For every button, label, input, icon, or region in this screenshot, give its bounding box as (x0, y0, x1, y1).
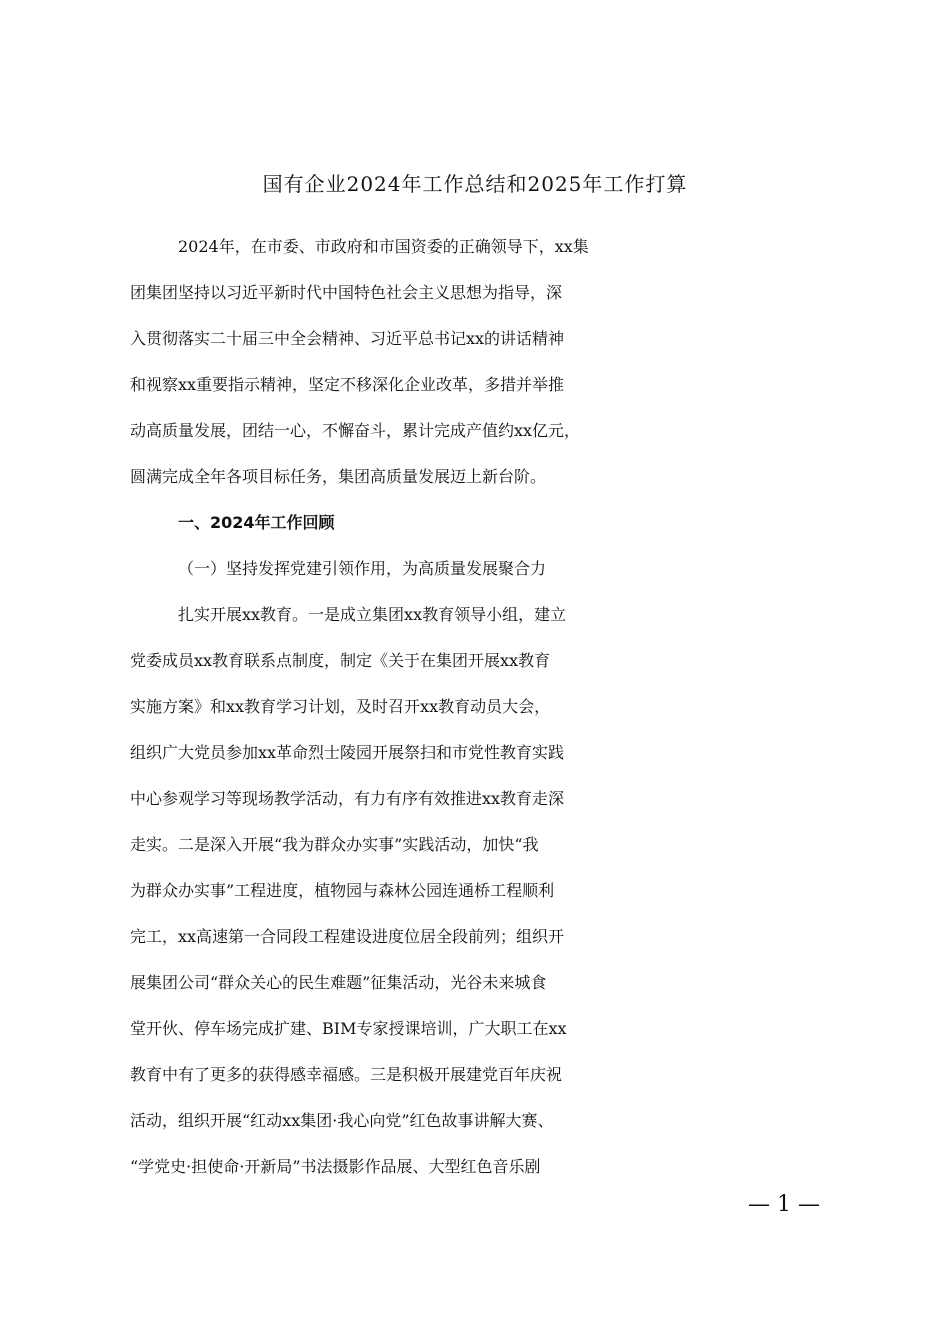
body-line: 教育中有了更多的获得感幸福感。三是积极开展建党百年庆祝 (130, 1065, 563, 1084)
body-line: 完工，xx高速第一合同段工程建设进度位居全段前列；组织开 (130, 927, 565, 946)
body-line: 堂开伙、停车场完成扩建、BIM专家授课培训，广大职工在xx (130, 1019, 567, 1038)
intro-line: 2024年，在市委、市政府和市国资委的正确领导下，xx集 (178, 237, 589, 256)
body-line: 展集团公司“群众关心的民生难题”征集活动，光谷未来城食 (130, 973, 547, 992)
body-line: 中心参观学习等现场教学活动，有力有序有效推进xx教育走深 (130, 789, 565, 808)
body-line: 为群众办实事”工程进度，植物园与森林公园连通桥工程顺利 (130, 881, 555, 900)
intro-line: 动高质量发展，团结一心，不懈奋斗，累计完成产值约xx亿元， (130, 421, 581, 440)
body-line: 党委成员xx教育联系点制度，制定《关于在集团开展xx教育 (130, 651, 551, 670)
section-heading: 一、2024年工作回顾 (178, 513, 335, 532)
subsection-heading: （一）坚持发挥党建引领作用，为高质量发展聚合力 (178, 559, 547, 578)
intro-line: 入贯彻落实二十届三中全会精神、习近平总书记xx的讲话精神 (130, 329, 565, 348)
page-number: — 1 — (748, 1192, 820, 1217)
body-line: 活动，组织开展“红动xx集团·我心向党”红色故事讲解大赛、 (130, 1111, 554, 1130)
body-line: 组织广大党员参加xx革命烈士陵园开展祭扫和市党性教育实践 (130, 743, 565, 762)
intro-line: 圆满完成全年各项目标任务，集团高质量发展迈上新台阶。 (130, 467, 547, 486)
body-line: 实施方案》和xx教育学习计划，及时召开xx教育动员大会， (130, 697, 551, 716)
body-line: “学党史·担使命·开新局”书法摄影作品展、大型红色音乐剧 (130, 1157, 541, 1176)
body-line: 走实。二是深入开展“我为群众办实事”实践活动，加快“我 (130, 835, 539, 854)
body-line: 扎实开展xx教育。一是成立集团xx教育领导小组，建立 (178, 605, 567, 624)
document-title: 国有企业2024年工作总结和2025年工作打算 (262, 172, 688, 196)
intro-line: 团集团坚持以习近平新时代中国特色社会主义思想为指导，深 (130, 283, 563, 302)
intro-line: 和视察xx重要指示精神，坚定不移深化企业改革，多措并举推 (130, 375, 565, 394)
